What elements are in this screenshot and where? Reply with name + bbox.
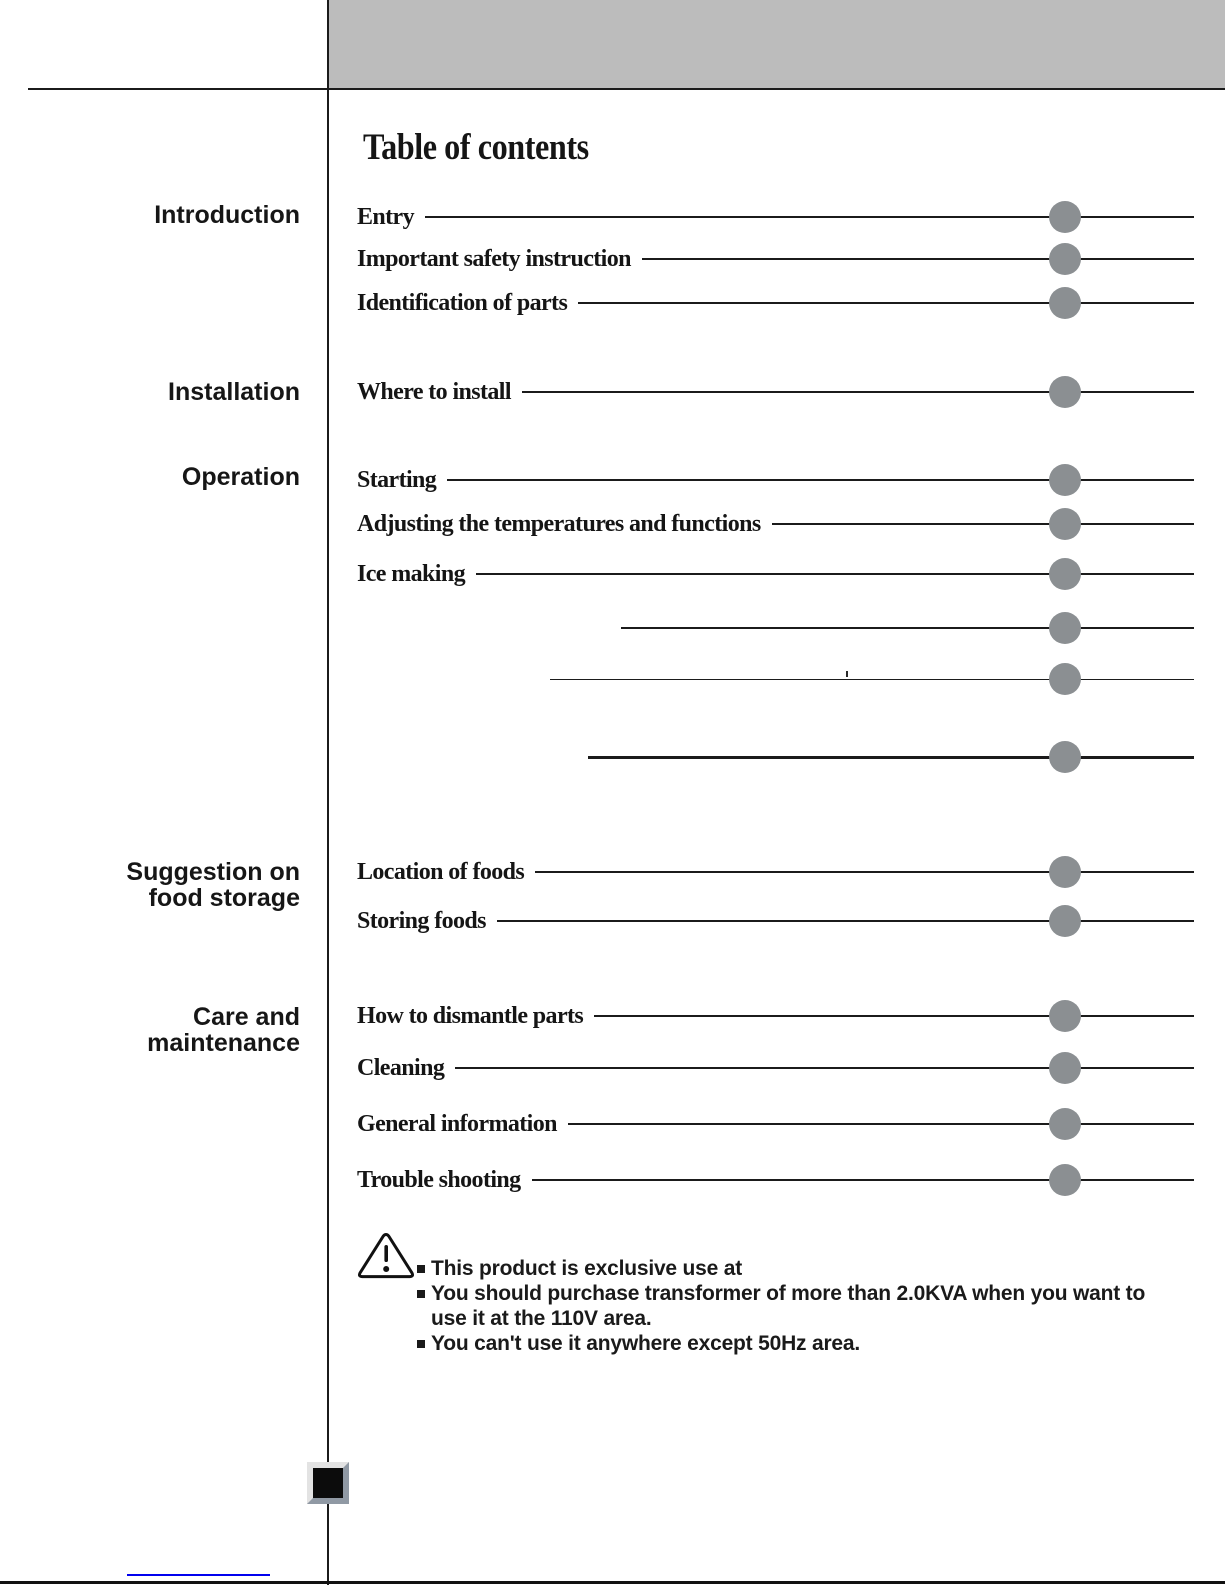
- toc-entry-label: Important safety instruction: [357, 245, 631, 272]
- toc-row: [357, 611, 1194, 645]
- leader-line: [535, 871, 1194, 873]
- page-number-dot: [1049, 905, 1081, 937]
- warning-text: use it at the 110V area.: [431, 1307, 652, 1330]
- erased-label-space: [357, 679, 550, 680]
- warning-text: You can't use it anywhere except 50Hz area.: [431, 1332, 861, 1355]
- warning-text: This product is exclusive use at: [431, 1257, 743, 1280]
- toc-entry-label: Trouble shooting: [357, 1166, 521, 1193]
- footer-link-underline[interactable]: [127, 1574, 270, 1576]
- leader-line: [578, 302, 1194, 304]
- toc-row: [357, 1163, 1194, 1197]
- warning-items: [417, 1256, 1167, 1356]
- toc-entry-label: Identification of parts: [357, 289, 568, 316]
- toc-row: [357, 740, 1194, 774]
- page-number-dot: [1049, 1108, 1081, 1140]
- page-number-dot: [1049, 1000, 1081, 1032]
- toc-row: [357, 904, 1194, 938]
- toc-row: [357, 662, 1194, 696]
- warning-triangle-icon: [357, 1232, 415, 1280]
- leader-line: [550, 679, 1194, 680]
- page-number-dot: [1049, 558, 1081, 590]
- section-label: Installation: [168, 378, 300, 406]
- leader-line: [476, 573, 1194, 575]
- toc-row: [357, 463, 1194, 497]
- leader-line: [568, 1123, 1194, 1125]
- toc-row: [357, 1051, 1194, 1085]
- leader-line: [447, 479, 1194, 481]
- page-number-dot: [1049, 663, 1081, 695]
- page-number-dot: [1049, 508, 1081, 540]
- page-number-dot: [1049, 201, 1081, 233]
- vertical-divider: [327, 0, 329, 1585]
- leader-line: [522, 391, 1194, 393]
- erased-label-space: [357, 757, 588, 758]
- toc-row: [357, 507, 1194, 541]
- toc-row: [357, 375, 1194, 409]
- toc-entry-label: Storing foods: [357, 907, 486, 934]
- toc-entry-label: Entry: [357, 203, 415, 230]
- header-rule: [28, 88, 1225, 90]
- page-number-dot: [1049, 464, 1081, 496]
- page-number-dot: [1049, 1164, 1081, 1196]
- toc-row: [357, 1107, 1194, 1141]
- page-number-dot: [1049, 856, 1081, 888]
- page-number-dot: [1049, 376, 1081, 408]
- section-label: Care and maintenance: [147, 1003, 300, 1057]
- page-number-dot: [1049, 1052, 1081, 1084]
- square-bullet-icon: [417, 1290, 425, 1298]
- page-title: Table of contents: [363, 127, 589, 168]
- leader-line: [532, 1179, 1194, 1181]
- toc-row: [357, 242, 1194, 276]
- toc-row: [357, 855, 1194, 889]
- toc-row: [357, 557, 1194, 591]
- toc-row: [357, 286, 1194, 320]
- page-number-dot: [1049, 243, 1081, 275]
- page-number-dot: [1049, 612, 1081, 644]
- toc-entry-label: Cleaning: [357, 1054, 445, 1081]
- erased-label-space: [357, 628, 621, 629]
- toc-row: [357, 200, 1194, 234]
- section-label: Suggestion on food storage: [126, 858, 300, 912]
- leader-line: [455, 1067, 1194, 1069]
- stray-tick-mark: [846, 671, 848, 677]
- toc-entry-label: Where to install: [357, 378, 511, 405]
- section-label: Operation: [181, 463, 300, 491]
- toc-entry-label: Starting: [357, 466, 437, 493]
- toc-entry-label: General information: [357, 1110, 557, 1137]
- warning-text-continuation: [417, 1306, 1167, 1331]
- leader-line: [642, 258, 1194, 260]
- toc-entry-label: Adjusting the temperatures and functions: [357, 510, 761, 537]
- leader-line: [588, 756, 1194, 759]
- page-marker-square: [307, 1462, 349, 1504]
- toc-entry-label: Ice making: [357, 560, 466, 587]
- section-label: Introduction: [154, 201, 300, 229]
- bottom-rule: [0, 1581, 1225, 1584]
- leader-line: [621, 627, 1194, 629]
- header-banner: [328, 0, 1225, 88]
- toc-entry-label: Location of foods: [357, 858, 525, 885]
- warning-text-line: [417, 1331, 1167, 1356]
- warning-text-line: [417, 1281, 1167, 1306]
- leader-line: [497, 920, 1194, 922]
- square-bullet-icon: [417, 1340, 425, 1348]
- leader-line: [772, 523, 1194, 525]
- page-number-dot: [1049, 287, 1081, 319]
- page-number-dot: [1049, 741, 1081, 773]
- leader-line: [594, 1015, 1194, 1017]
- warning-text-line: [417, 1256, 1167, 1281]
- warning-text: You should purchase transformer of more than 2.0KVA when you want to: [431, 1282, 1146, 1305]
- square-bullet-icon: [417, 1265, 425, 1273]
- toc-entry-label: How to dismantle parts: [357, 1002, 584, 1029]
- toc-row: [357, 999, 1194, 1033]
